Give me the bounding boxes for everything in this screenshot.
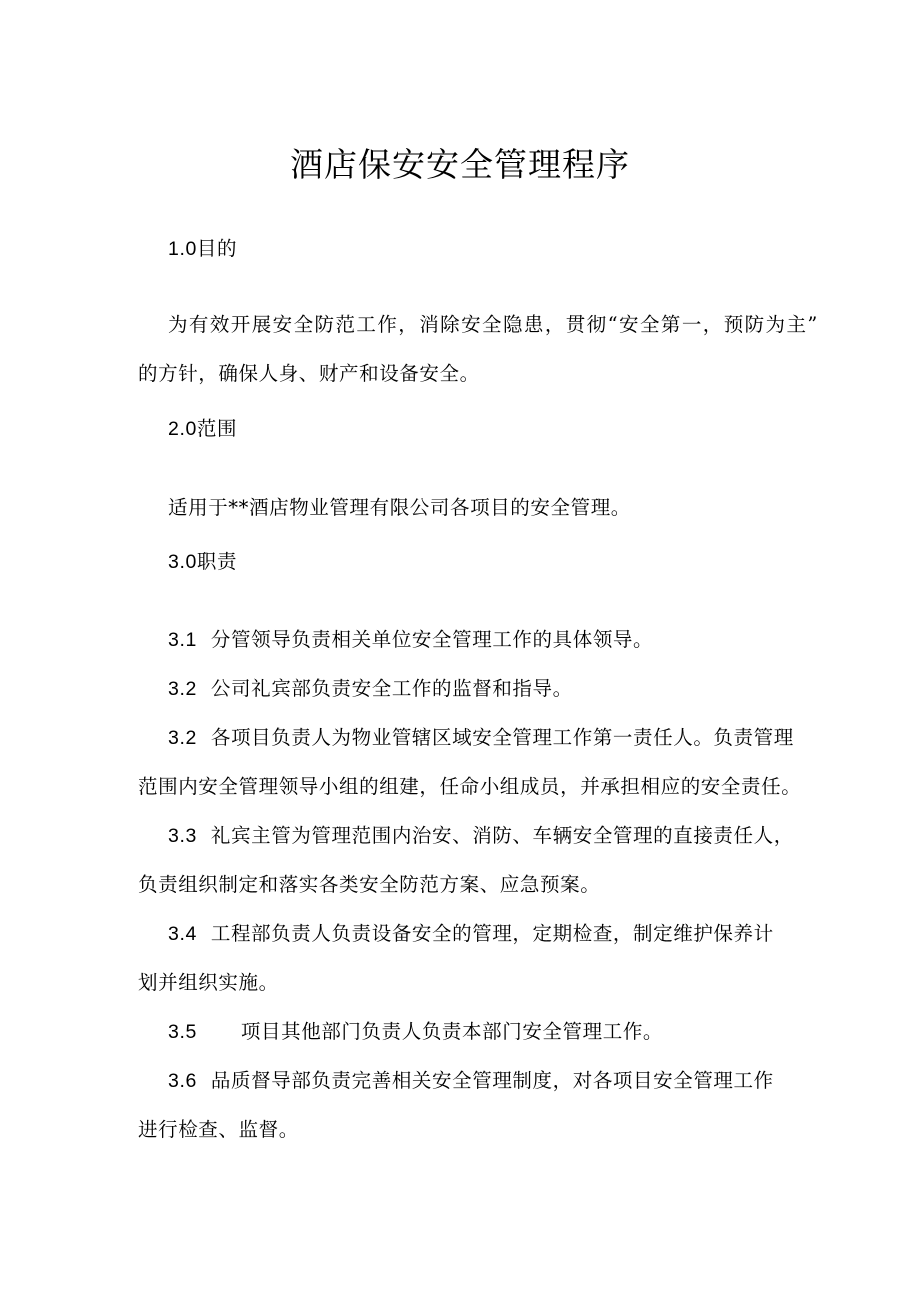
duty-item-3-3-line-2: 负责组织制定和落实各类安全防范方案、应急预案。 bbox=[138, 873, 601, 896]
duty-item-3-6-line-2: 进行检查、监督。 bbox=[138, 1118, 299, 1141]
duty-text: 品质督导部负责完善相关安全管理制度，对各项目安全管理工作 bbox=[210, 1069, 774, 1092]
section-heading-text: 职责 bbox=[196, 550, 238, 573]
document-title: 酒店保安安全管理程序 bbox=[290, 145, 630, 184]
duty-item-3-2-b bbox=[168, 715, 818, 761]
duty-number: 3.3 bbox=[168, 825, 197, 847]
duty-number: 3.2 bbox=[168, 727, 197, 749]
section-number: 3.0 bbox=[168, 551, 197, 573]
section-heading-text: 范围 bbox=[196, 417, 238, 440]
section-heading-text: 目的 bbox=[196, 237, 238, 260]
duty-text: 工程部负责人负责设备安全的管理，定期检查，制定维护保养计 bbox=[210, 922, 774, 945]
section-number: 1.0 bbox=[168, 238, 197, 260]
section-heading-purpose bbox=[168, 226, 818, 272]
duty-item-3-4 bbox=[168, 911, 818, 957]
duty-item-3-3 bbox=[168, 813, 818, 859]
section-heading-scope bbox=[168, 406, 818, 452]
duty-item-3-2-a bbox=[168, 666, 818, 712]
scope-paragraph-line-1: 适用于**酒店物业管理有限公司各项目的安全管理。 bbox=[168, 496, 631, 519]
duty-number: 3.6 bbox=[168, 1070, 197, 1092]
duty-text: 公司礼宾部负责安全工作的监督和指导。 bbox=[210, 677, 573, 700]
duty-text: 分管领导负责相关单位安全管理工作的具体领导。 bbox=[210, 628, 654, 651]
section-heading-duties bbox=[168, 539, 818, 585]
duty-number: 3.2 bbox=[168, 678, 197, 700]
purpose-paragraph-line-2: 的方针，确保人身、财产和设备安全。 bbox=[138, 362, 480, 385]
purpose-paragraph-line-1: 为有效开展安全防范工作，消除安全隐患，贯彻“安全第一，预防为主” bbox=[168, 313, 818, 336]
duty-item-3-2-b-line-2: 范围内安全管理领导小组的组建，任命小组成员，并承担相应的安全责任。 bbox=[138, 775, 802, 798]
duty-text: 各项目负责人为物业管辖区域安全管理工作第一责任人。负责管理 bbox=[210, 726, 794, 749]
duty-text: 礼宾主管为管理范围内治安、消防、车辆安全管理的直接责任人， bbox=[210, 824, 794, 847]
duty-item-3-6 bbox=[168, 1058, 818, 1104]
duty-item-3-4-line-2: 划并组织实施。 bbox=[138, 971, 279, 994]
duty-number: 3.5 bbox=[168, 1021, 197, 1043]
duty-item-3-5 bbox=[168, 1009, 818, 1055]
duty-number: 3.1 bbox=[168, 629, 197, 651]
duty-text: 项目其他部门负责人负责本部门安全管理工作。 bbox=[240, 1020, 664, 1043]
section-number: 2.0 bbox=[168, 418, 197, 440]
duty-number: 3.4 bbox=[168, 923, 197, 945]
duty-item-3-1 bbox=[168, 617, 818, 663]
